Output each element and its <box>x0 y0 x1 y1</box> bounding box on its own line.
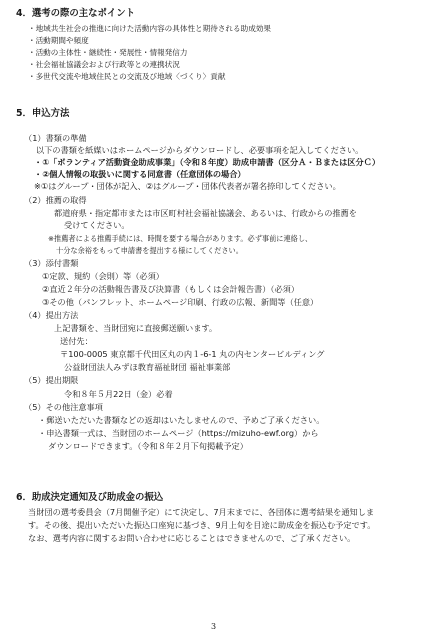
note-bullet-continuation: ダウンロードできます。（令和８年２月下旬掲載予定） <box>48 441 248 451</box>
subsection-6-title: （5）その他注意事項 <box>24 402 103 412</box>
paragraph-line: 当財団の選考委員会（7月開催予定）にて決定し、7月末までに、各団体に選考結果を通知しま <box>28 507 375 517</box>
criteria-bullet: ・活動の主体性・継続性・発展性・情報発信力 <box>28 48 188 57</box>
section-5-heading: 5．申込方法 <box>16 108 70 119</box>
required-document-item: ・②個人情報の取扱いに関する同意書（任意団体の場合） <box>34 169 246 179</box>
mailing-address: 〒100-0005 東京都千代田区丸の内１-6-1 丸の内センタービルディング <box>60 349 325 359</box>
note-bullet: ・郵送いただいた書類などの返却はいたしませんので、予めご了承ください。 <box>38 415 325 425</box>
attachment-item: ②直近２年分の活動報告書及び決算書（もしくは会計報告書）（必須） <box>42 284 300 294</box>
note-line: 十分な余裕をもって申請書を提出する様にしてください。 <box>56 246 243 255</box>
note-bullet: ・申込書類一式は、当財団のホームページ（https://mizuho-ewf.org）から <box>38 428 319 438</box>
required-document-item: ・①「ボランティア活動資金助成事業」（令和８年度）助成申請書（区分Ａ・Ｂまたは区分Ｃ） <box>34 157 381 167</box>
paragraph-line: す。その後、提出いただいた振込口座宛に基づき、9月上旬を目途に助成金を振込む予定です。 <box>28 520 376 530</box>
section-4-heading: 4．選考の際の主なポイント <box>16 8 136 19</box>
deadline-date: 令和８年５月22日（金）必着 <box>64 389 173 399</box>
criteria-bullet: ・多世代交流や地域住民との交流及び地域〈づくり〉貢献 <box>28 72 226 81</box>
paragraph-line: 都道府県・指定都市または市区町村社会福祉協議会、あるいは、行政からの推薦を <box>54 208 357 218</box>
section-6-heading: 6．助成決定通知及び助成金の振込 <box>16 492 164 503</box>
criteria-bullet: ・社会福祉協議会および行政等との連携状況 <box>28 60 180 69</box>
criteria-bullet: ・地域共生社会の推進に向けた活動内容の具体性と期待される助成効果 <box>28 24 271 33</box>
subsection-4-title: （4）提出方法 <box>24 310 79 320</box>
note-line: ※①はグループ・団体が記入、②はグループ・団体代表者が署名捺印してください。 <box>34 181 341 191</box>
subsection-1-title: （1）書類の準備 <box>24 133 87 143</box>
subsection-5-title: （5）提出期限 <box>24 375 79 385</box>
page-number: 3 <box>210 622 217 631</box>
note-line: ※推薦者による推薦手続には、時間を要する場合があります。必ず事前に連絡し、 <box>48 234 313 243</box>
subsection-2-title: （2）推薦の取得 <box>24 195 87 205</box>
paragraph-line: 上記書類を、当財団宛に直接郵送願います。 <box>54 323 218 333</box>
subsection-3-title: （3）添付書類 <box>24 258 79 268</box>
attachment-item: ③その他（パンフレット、ホームページ印刷、行政の広報、新聞等（任意） <box>42 297 319 307</box>
criteria-bullet: ・活動期間や頻度 <box>28 36 89 45</box>
recipient-name: 公益財団法人みずほ教育福祉財団 福祉事業部 <box>64 362 231 372</box>
paragraph-line: 受けてください。 <box>64 220 130 230</box>
attachment-item: ①定款、規約（会則）等（必須） <box>42 271 164 281</box>
paragraph-line: なお、選考内容に関するお問い合わせに応じることはできませんので、ご了承ください。 <box>28 533 356 543</box>
paragraph-line: 以下の書類を紙媒いはホームページからダウンロードし、必要事項を記入してください。 <box>36 145 364 155</box>
address-label: 送付先： <box>60 336 93 346</box>
